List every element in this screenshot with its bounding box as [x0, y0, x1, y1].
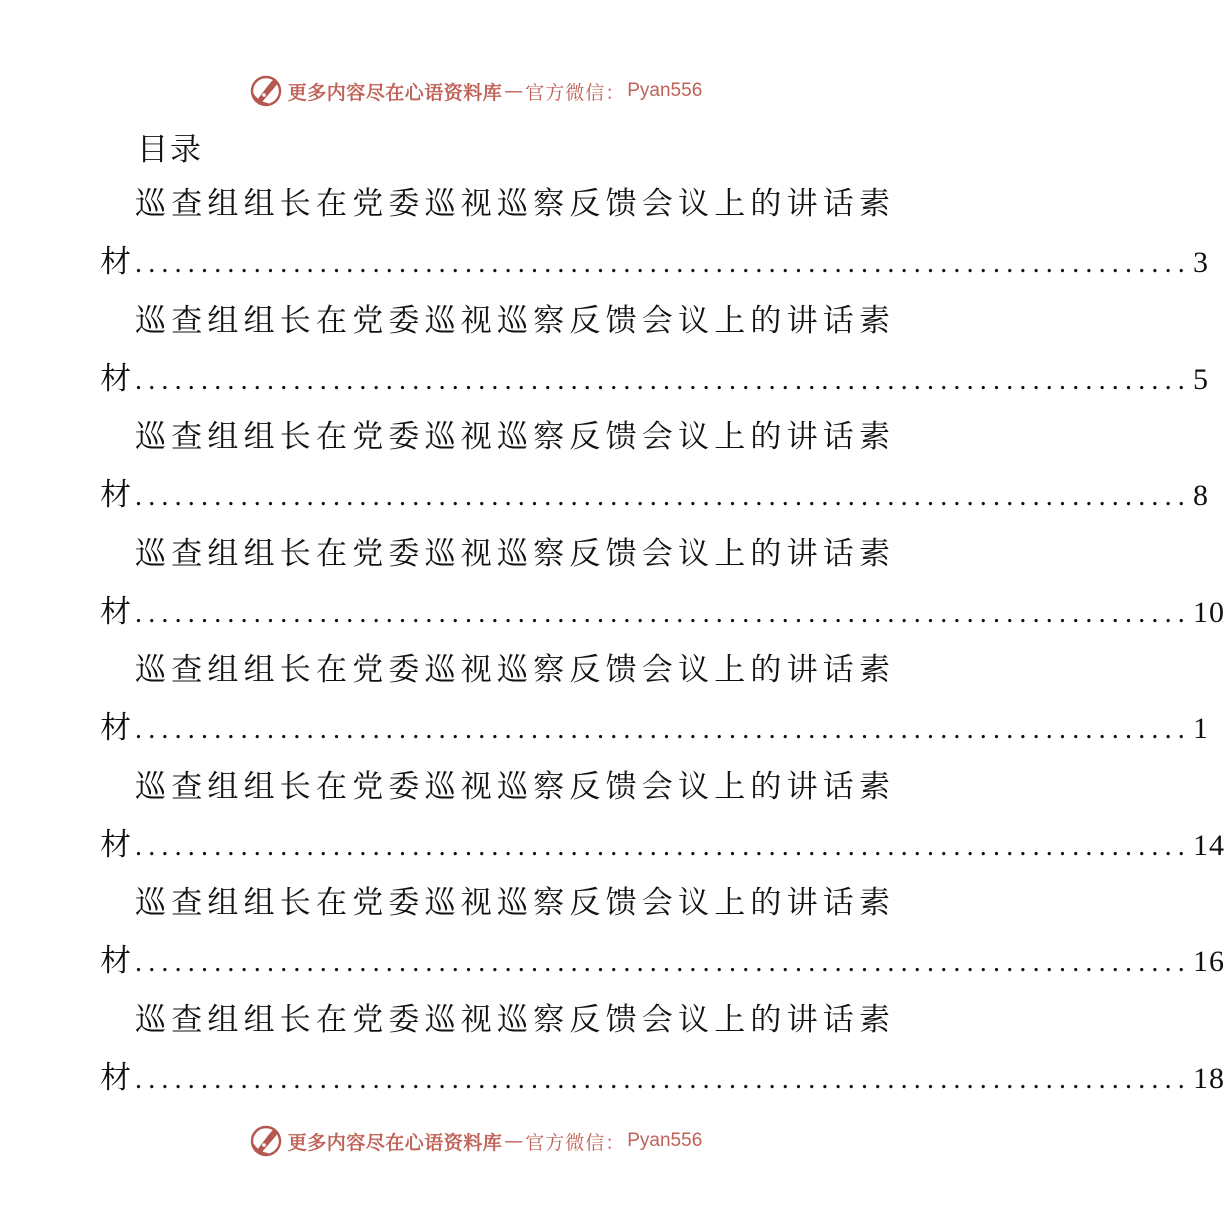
dot-leader: ................................................................................ — [135, 830, 1191, 862]
toc-entry-continuation — [100, 1058, 1225, 1100]
toc-entry-continuation — [100, 708, 1209, 750]
footer-banner — [0, 1121, 950, 1161]
toc-entry[interactable] — [0, 767, 1225, 883]
toc-entry-continuation — [100, 592, 1225, 634]
toc-entry-continuation — [100, 242, 1209, 284]
footer-account: Pyan556 — [627, 1130, 703, 1151]
toc-entry[interactable] — [0, 534, 1225, 650]
toc-entry-title-tail: 材 — [100, 826, 133, 863]
footer-wechat-label: 官方微信： — [525, 1131, 626, 1154]
toc-entry-page-number: 8 — [1193, 479, 1209, 512]
dot-leader: ................................................................................ — [135, 714, 1191, 745]
dot-leader: ................................................................................ — [135, 1063, 1191, 1095]
toc-entry-title: 巡查组组长在党委巡视巡察反馈会议上的讲话素 — [135, 419, 896, 455]
toc-heading: 目录 — [137, 132, 203, 168]
toc-entry-title-tail: 材 — [100, 710, 133, 746]
toc-entry[interactable] — [0, 650, 1209, 766]
toc-entry-page-number: 10 — [1193, 595, 1225, 629]
toc-entry[interactable] — [0, 883, 1225, 999]
toc-entry-title: 巡查组组长在党委巡视巡察反馈会议上的讲话素 — [135, 768, 896, 805]
toc-entry[interactable] — [0, 417, 1209, 533]
dot-leader: ................................................................................ — [135, 481, 1191, 512]
toc-entry-title-tail: 材 — [100, 360, 133, 397]
toc-entry-page-number: 16 — [1193, 945, 1225, 978]
toc-entry[interactable] — [0, 1000, 1225, 1116]
footer-dash: — — [504, 1130, 524, 1152]
header-account: Pyan556 — [627, 80, 703, 101]
toc-entry-title: 巡查组组长在党委巡视巡察反馈会议上的讲话素 — [135, 302, 896, 339]
footer-site-text: 更多内容尽在心语资料库 — [287, 1131, 503, 1154]
toc-entry-title-tail: 材 — [100, 1059, 133, 1096]
dot-leader: ................................................................................ — [135, 597, 1191, 629]
toc-entry-title: 巡查组组长在党委巡视巡察反馈会议上的讲话素 — [135, 186, 896, 222]
toc-entry-page-number: 5 — [1193, 362, 1209, 396]
dot-leader: ................................................................................ — [135, 364, 1191, 396]
dot-leader: ................................................................................ — [135, 947, 1191, 978]
toc-entry-page-number: 14 — [1193, 828, 1225, 862]
toc-entry-page-number: 3 — [1193, 246, 1209, 279]
pen-nib-logo-icon — [248, 1123, 284, 1159]
toc-entry-title-tail: 材 — [100, 477, 133, 513]
toc-entry[interactable] — [0, 301, 1209, 417]
toc-entry-page-number: 1 — [1193, 712, 1209, 745]
toc-entry-title: 巡查组组长在党委巡视巡察反馈会议上的讲话素 — [135, 535, 896, 572]
toc-entry-title: 巡查组组长在党委巡视巡察反馈会议上的讲话素 — [135, 1001, 896, 1038]
toc-entry-page-number: 18 — [1193, 1061, 1225, 1095]
toc-entry-continuation — [100, 359, 1209, 401]
header-dash: — — [504, 80, 524, 102]
toc-entry-continuation — [100, 475, 1209, 517]
header-wechat-label: 官方微信： — [525, 81, 626, 104]
toc-entry-continuation — [100, 825, 1225, 867]
toc-entry-title: 巡查组组长在党委巡视巡察反馈会议上的讲话素 — [135, 885, 896, 921]
toc-entry[interactable] — [0, 184, 1209, 300]
toc-entry-title-tail: 材 — [100, 943, 133, 979]
toc-entry-title-tail: 材 — [100, 244, 133, 280]
toc-entry-title: 巡查组组长在党委巡视巡察反馈会议上的讲话素 — [135, 652, 896, 688]
header-site-text: 更多内容尽在心语资料库 — [287, 81, 503, 104]
toc-entry-title-tail: 材 — [100, 593, 133, 630]
dot-leader: ................................................................................ — [135, 248, 1191, 279]
toc-entry-continuation — [100, 941, 1225, 983]
